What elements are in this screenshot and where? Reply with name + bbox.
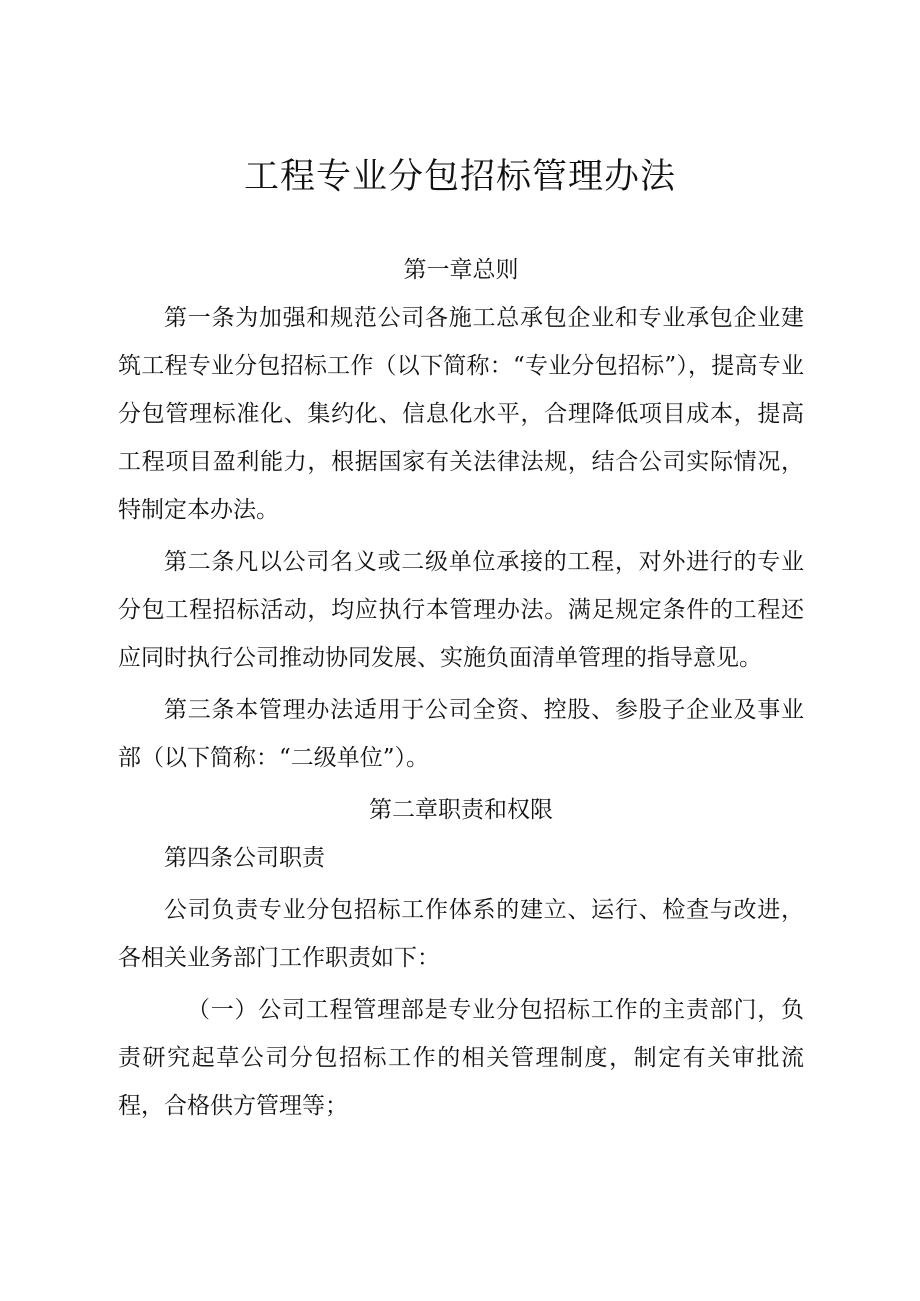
- chapter-2-heading: 第二章职责和权限: [369, 797, 553, 823]
- article-2: 第二条凡以公司名义或二级单位承接的工程，对外进行的专业分包工程招标活动，均应执行本管理办法。满足规定条件的工程还应同时执行公司推动协同发展、实施负面清单管理的指导意见。: [118, 549, 804, 671]
- article-4-title: 第四条公司职责: [164, 845, 325, 871]
- article-4-intro: 公司负责专业分包招标工作体系的建立、运行、检查与改进，各相关业务部门工作职责如下：: [118, 897, 804, 971]
- article-3: 第三条本管理办法适用于公司全资、控股、参股子企业及事业部（以下简称：“二级单位”）。: [118, 697, 804, 771]
- document-title: 工程专业分包招标管理办法: [243, 157, 676, 197]
- article-1: 第一条为加强和规范公司各施工总承包企业和专业承包企业建筑工程专业分包招标工作（以下简称：“专业分包招标”），提高专业分包管理标准化、集约化、信息化水平，合理降低项目成本，提高工程项目盈利能力，根据国家有关法律法规，结合公司实际情况，特制定本办法。: [118, 305, 804, 523]
- document-body: [118, 246, 804, 1134]
- chapter-1-heading: 第一章总则: [403, 257, 519, 283]
- article-4-item-1: （一）公司工程管理部是专业分包招标工作的主责部门，负责研究起草公司分包招标工作的相关管理制度，制定有关审批流程，合格供方管理等；: [118, 997, 804, 1119]
